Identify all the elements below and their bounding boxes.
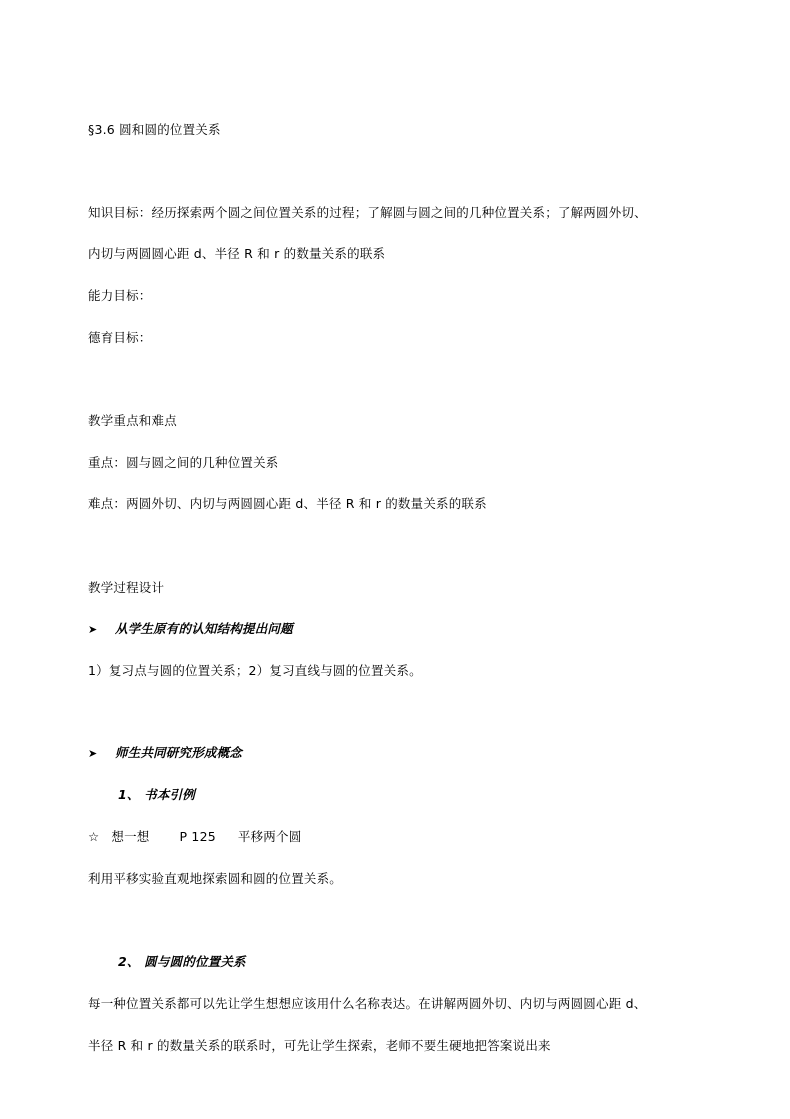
section-1-text: 1）复习点与圆的位置关系；2）复习直线与圆的位置关系。 [88,663,422,678]
knowledge-goal-line-1: 知识目标：经历探索两个圆之间位置关系的过程；了解圆与圆之间的几种位置关系；了解两圆外切、 [88,205,647,220]
subsection-1-text: 利用平移实验直观地探索圆和圆的位置关系。 [88,871,343,886]
moral-goal: 德育目标： [88,330,152,345]
bullet-arrow-icon: ➤ [88,747,98,760]
star-icon: ☆ [88,829,100,844]
subsection-2-title: 2、 圆与圆的位置关系 [118,954,246,969]
difficulty-point: 难点：两圆外切、内切与两圆圆心距 d、半径 R 和 r 的数量关系的联系 [88,496,487,511]
process-heading: 教学过程设计 [88,580,165,595]
knowledge-goal-line-2: 内切与两圆圆心距 d、半径 R 和 r 的数量关系的联系 [88,246,386,261]
section-1-title: 从学生原有的认知结构提出问题 [115,621,293,636]
document-title: §3.6 圆和圆的位置关系 [88,122,221,137]
subsection-2-text-line-1: 每一种位置关系都可以先让学生想想应该用什么名称表达。在讲解两圆外切、内切与两圆圆心距 d、 [88,996,647,1011]
focus-point: 重点：圆与圆之间的几种位置关系 [88,455,279,470]
key-points-heading: 教学重点和难点 [88,413,177,428]
subsection-1-title: 1、 书本引例 [118,787,195,802]
page-reference: P 125 [179,829,216,844]
think-label: 想一想 [111,829,150,844]
subsection-2-text-line-2: 半径 R 和 r 的数量关系的联系时，可先让学生探索，老师不要生硬地把答案说出来 [88,1038,551,1053]
think-topic: 平移两个圆 [237,829,302,844]
section-2-title: 师生共同研究形成概念 [115,745,243,760]
think-row [88,829,301,845]
bullet-arrow-icon: ➤ [88,623,98,636]
ability-goal: 能力目标： [88,288,152,303]
